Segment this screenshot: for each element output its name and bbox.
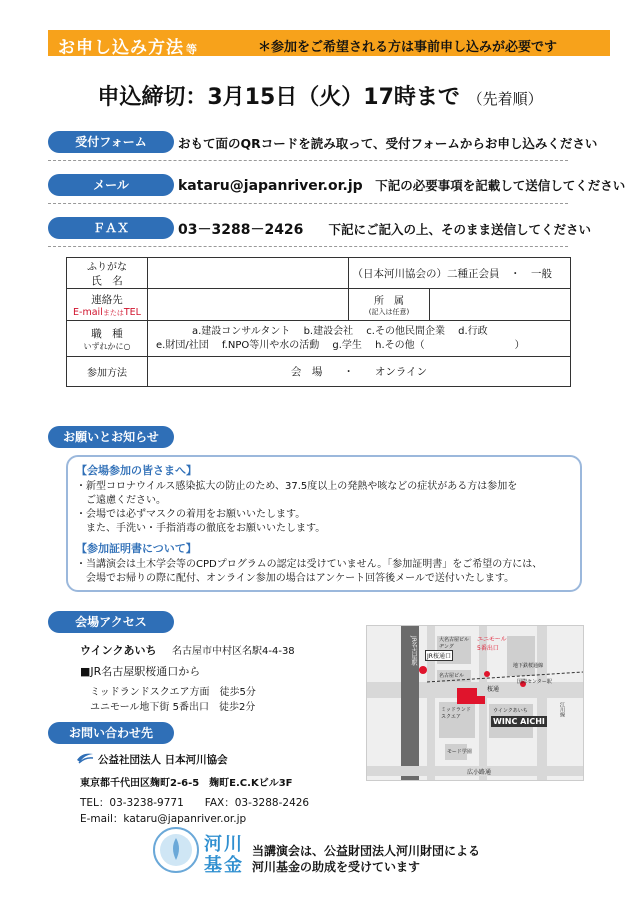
map-label-hirokoji: 広小路通	[467, 769, 492, 776]
affiliation-field[interactable]	[430, 289, 571, 321]
notice-line: ・新型コロナウイルス感染拡大の防止のため、37.5度以上の発熱や咳などの症状がある方は参加を	[76, 481, 518, 492]
header-title: お申し込み方法 等	[58, 38, 198, 58]
application-form	[66, 257, 571, 387]
map-label-wink-small: ウインクあいち	[493, 708, 528, 714]
job-options[interactable]: a.建設コンサルタント b.建設会社 c.その他民間企業 d.行政 e.財団/社団 f.NPO等川や水の活動 g.学生 h.その他（ ）	[148, 321, 571, 357]
fund-logo-b: 基金	[204, 855, 244, 876]
notice-line: ・会場では必ずマスクの着用をお願いいたします。	[76, 509, 306, 520]
notice-pill: お願いとお知らせ	[48, 426, 174, 448]
map-label-horikawa: 江川線	[559, 702, 565, 717]
fund-logo-a: 河川	[204, 834, 244, 855]
map-label-subway: 地下鉄桜通線	[513, 663, 544, 669]
map-label-midland: ミッドランドスクエア	[441, 707, 471, 720]
map-label-wink: WINC AICHI	[493, 717, 545, 726]
map-label-bldg: 大名古屋ビルヂング	[439, 637, 470, 650]
notice-line: ご遠慮ください。	[76, 495, 166, 506]
method-form-pill: 受付フォーム	[48, 131, 174, 153]
member-type[interactable]: （日本河川協会の）二種正会員 ・ 一般	[349, 258, 571, 289]
venue-name: ウインクあいち	[80, 644, 157, 657]
map-label-unimall: ユニモール5番出口	[477, 636, 507, 652]
email-link[interactable]: kataru@japanriver.or.jp	[178, 178, 363, 194]
venue-address: 名古屋市中村区名駅4-4-38	[172, 646, 295, 657]
map-label-road: 桜通	[487, 686, 500, 693]
name-field[interactable]	[148, 258, 349, 289]
route-2: ユニモール地下街 5番出口 徒歩2分	[90, 702, 256, 713]
deadline: 申込締切：3月15日（火）17時まで （先着順）	[97, 85, 543, 110]
name-label: ふりがな 氏 名	[67, 258, 148, 289]
divider	[48, 203, 568, 204]
method-email-pill: メール	[48, 174, 174, 196]
access-map	[366, 625, 584, 781]
contact-label: 連絡先 E-mailまたはTEL	[67, 289, 148, 321]
route-1: ミッドランドスクエア方面 徒歩5分	[90, 687, 256, 698]
fund-line-2: 河川基金の助成を受けています	[252, 860, 421, 874]
affiliation-label: 所 属 (記入は任意)	[349, 289, 430, 321]
fund-line-1: 当講演会は、公益財団法人河川財団による	[252, 844, 481, 858]
divider	[48, 160, 568, 161]
contact-address: 東京都千代田区麹町2-6-5 麹町E.C.Kビル3F	[80, 778, 293, 789]
notice-line: ・当講演会は土木学会等のCPDプログラムの認定は受けていません。「参加証明書」をご希望の方には、	[76, 559, 543, 570]
route-heading: ■JR名古屋駅桜通口から	[80, 665, 201, 678]
map-label-meiji: 名古屋ビル	[439, 673, 465, 679]
method-email-text: kataru@japanriver.or.jp 下記の必要事項を記載して送信してください	[178, 178, 626, 194]
map-label-mode: モード学園	[447, 749, 472, 755]
contact-email[interactable]: E-mail：kataru@japanriver.or.jp	[80, 813, 247, 825]
map-label-jr: JR名古屋駅	[410, 636, 417, 666]
contact-org: 公益社団法人 日本河川協会	[98, 754, 228, 766]
contact-field[interactable]	[148, 289, 349, 321]
jra-logo-icon	[76, 750, 94, 764]
contact-pill: お問い合わせ先	[48, 722, 174, 744]
header-note: ＊参加をご希望される方は事前申し込みが必要です	[258, 40, 558, 55]
method-fax-text: 03－3288－2426 下記にご記入の上、そのまま送信してください	[178, 222, 591, 238]
join-method-label: 参加方法	[67, 357, 148, 387]
map-label-kokusai: 国際センター駅	[517, 679, 552, 685]
job-label: 職 種 いずれかに○	[67, 321, 148, 357]
access-pill: 会場アクセス	[48, 611, 174, 633]
river-fund-seal-icon	[152, 826, 200, 874]
map-drawing	[367, 626, 583, 780]
map-pin-icon	[484, 671, 490, 677]
notice-line: 会場でお帰りの際に配付、オンライン参加の場合はアンケート回答後メールで送付いたします。	[76, 573, 515, 584]
contact-phone: TEL：03-3238-9771 FAX：03-3288-2426	[80, 797, 310, 809]
notice-heading-venue: 【会場参加の皆さまへ】	[76, 464, 197, 477]
map-label-exit: JR桜通口	[425, 650, 453, 661]
join-method-options[interactable]: 会 場 ・ オンライン	[148, 357, 571, 387]
method-fax-pill: ＦＡＸ	[48, 217, 174, 239]
notice-line: また、手洗い・手指消毒の徹底をお願いいたします。	[76, 523, 326, 534]
divider	[48, 246, 568, 247]
map-pin-icon	[419, 666, 427, 674]
notice-heading-cert: 【参加証明書について】	[76, 542, 197, 555]
method-form-text: おもて面のQRコードを読み取って、受付フォームからお申し込みください	[178, 136, 598, 151]
